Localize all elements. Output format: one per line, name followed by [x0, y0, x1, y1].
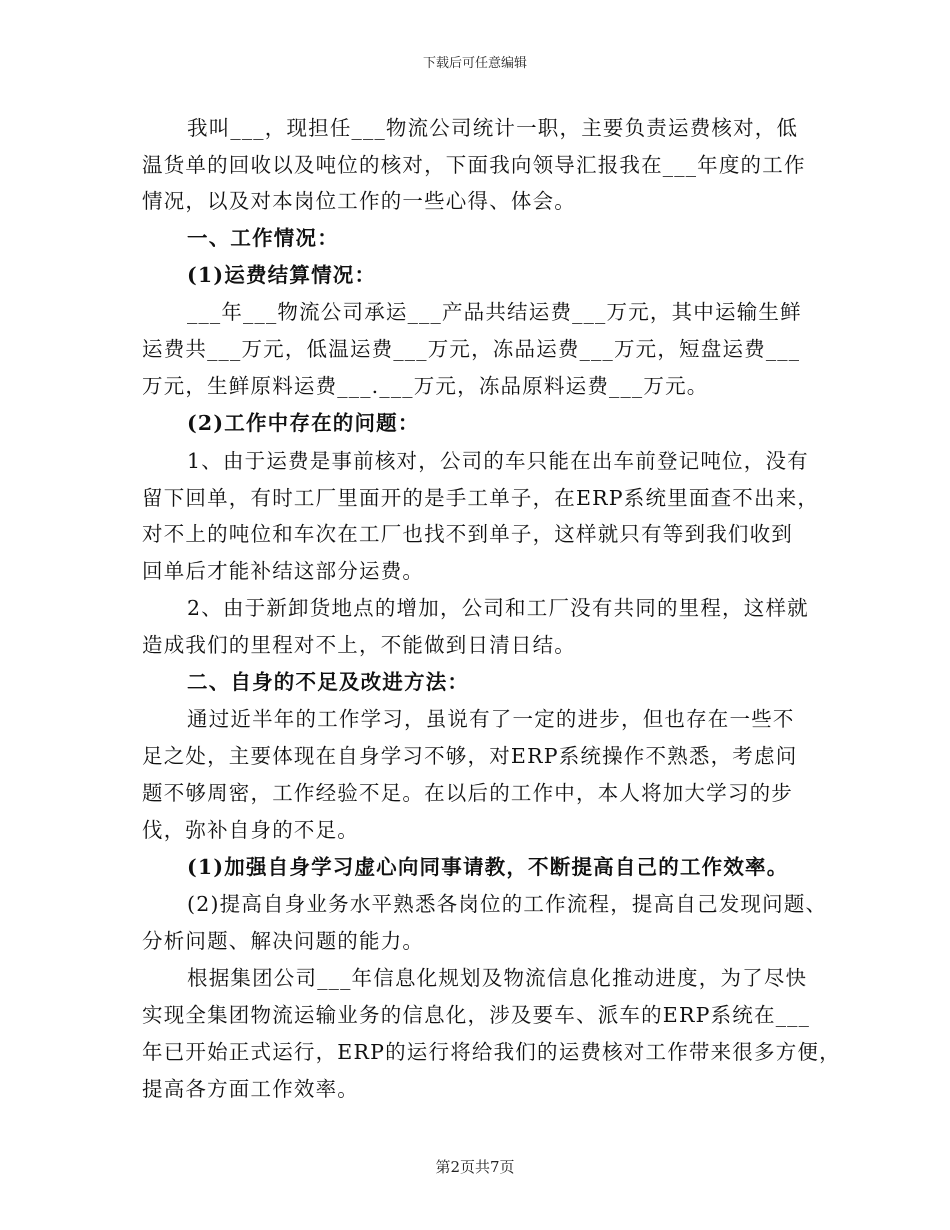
section-heading: (2)工作中存在的问题： [187, 411, 420, 435]
paragraph-line: (2)提高自身业务水平熟悉各岗位的工作流程，提高自己发现问题、 [187, 892, 828, 916]
paragraph-line: 根据集团公司___年信息化规划及物流信息化推动进度，为了尽快 [187, 966, 808, 990]
paragraph-line: ___年___物流公司承运___产品共结运费___万元，其中运输生鲜 [187, 300, 802, 324]
paragraph-line: 造成我们的里程对不上，不能做到日清日结。 [142, 633, 576, 657]
paragraph-line: 情况，以及对本岗位工作的一些心得、体会。 [142, 189, 576, 213]
paragraph-line: 1、由于运费是事前核对，公司的车只能在出车前登记吨位，没有 [187, 449, 809, 473]
paragraph-line: 年已开始正式运行，ERP的运行将给我们的运费核对工作带来很多方便， [142, 1040, 841, 1064]
paragraph-line: 题不够周密，工作经验不足。在以后的工作中，本人将加大学习的步 [142, 781, 793, 805]
paragraph-line: 通过近半年的工作学习，虽说有了一定的进步，但也存在一些不 [187, 707, 795, 731]
paragraph-line: 温货单的回收以及吨位的核对，下面我向领导汇报我在___年度的工作 [142, 153, 806, 177]
paragraph-line: 实现全集团物流运输业务的信息化，涉及要车、派车的ERP系统在___ [142, 1003, 811, 1027]
paragraph-line: 2、由于新卸货地点的增加，公司和工厂没有共同的里程，这样就 [187, 596, 809, 620]
paragraph-line: 万元，生鲜原料运费___.___万元，冻品原料运费___万元。 [142, 374, 709, 398]
section-heading: (1)运费结算情况： [187, 263, 377, 287]
section-heading: (1)加强自身学习虚心向同事请教，不断提高自己的工作效率。 [187, 855, 789, 879]
paragraph-line: 我叫___，现担任___物流公司统计一职，主要负责运费核对，低 [187, 116, 799, 140]
page-header: 下载后可任意编辑 [422, 56, 527, 71]
paragraph-line: 足之处，主要体现在自身学习不够，对ERP系统操作不熟悉，考虑问 [142, 744, 798, 768]
paragraph-line: 留下回单，有时工厂里面开的是手工单子，在ERP系统里面查不出来， [142, 486, 820, 510]
paragraph-line: 运费共___万元，低温运费___万元，冻品运费___万元，短盘运费___ [142, 337, 801, 361]
page-footer: 第2页共7页 [435, 1158, 515, 1176]
paragraph-line: 伐，弥补自身的不足。 [142, 818, 359, 842]
paragraph-line: 提高各方面工作效率。 [142, 1077, 359, 1101]
paragraph-line: 分析问题、解决问题的能力。 [142, 929, 425, 953]
paragraph-line: 回单后才能补结这部分运费。 [142, 559, 425, 583]
section-heading: 一、工作情况： [187, 226, 339, 250]
paragraph-line: 对不上的吨位和车次在工厂也找不到单子，这样就只有等到我们收到 [142, 522, 793, 546]
section-heading: 二、自身的不足及改进方法： [187, 670, 470, 694]
